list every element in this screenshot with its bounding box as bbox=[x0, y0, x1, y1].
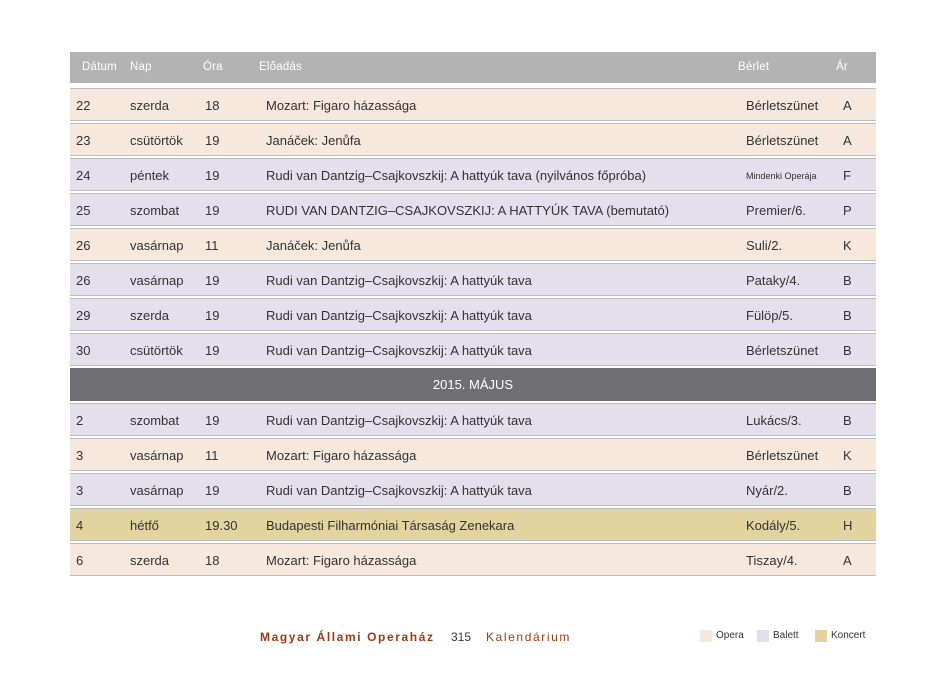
cell-date: 26 bbox=[76, 238, 91, 253]
cell-title: Janáček: Jenůfa bbox=[266, 238, 361, 253]
table-row bbox=[70, 438, 876, 471]
legend-koncert-label: Koncert bbox=[831, 630, 866, 641]
cell-time: 18 bbox=[205, 98, 220, 113]
cell-title: Mozart: Figaro házassága bbox=[266, 98, 417, 113]
cell-berlet: Premier/6. bbox=[746, 203, 806, 218]
cell-berlet: Suli/2. bbox=[746, 238, 783, 253]
cell-price: A bbox=[843, 553, 852, 568]
cell-time: 19 bbox=[205, 413, 220, 428]
cell-price: B bbox=[843, 343, 852, 358]
legend-balett-label: Balett bbox=[773, 630, 799, 641]
cell-berlet: Bérletszünet bbox=[746, 98, 819, 113]
table-row bbox=[70, 123, 876, 156]
table-row bbox=[70, 543, 876, 576]
cell-date: 6 bbox=[76, 553, 84, 568]
cell-berlet: Bérletszünet bbox=[746, 133, 819, 148]
cell-date: 24 bbox=[76, 168, 91, 183]
cell-time: 19 bbox=[205, 133, 220, 148]
cell-title: Rudi van Dantzig–Csajkovszkij: A hattyúk tava (nyilvános főpróba) bbox=[266, 168, 647, 183]
cell-day: vasárnap bbox=[130, 483, 184, 498]
cell-day: vasárnap bbox=[130, 238, 184, 253]
cell-date: 30 bbox=[76, 343, 91, 358]
cell-date: 23 bbox=[76, 133, 91, 148]
footer-section: Kalendárium bbox=[486, 630, 571, 644]
cell-price: B bbox=[843, 413, 852, 428]
cell-berlet: Tiszay/4. bbox=[746, 553, 798, 568]
cell-title: Rudi van Dantzig–Csajkovszkij: A hattyúk tava bbox=[266, 343, 532, 358]
table-header bbox=[70, 52, 876, 88]
cell-berlet: Lukács/3. bbox=[746, 413, 802, 428]
legend-opera-label: Opera bbox=[716, 630, 744, 641]
cell-title: RUDI VAN DANTZIG–CSAJKOVSZKIJ: A HATTYÚK TAVA (bemutató) bbox=[266, 203, 670, 218]
cell-day: szombat bbox=[130, 413, 180, 428]
table-row bbox=[70, 193, 876, 226]
cell-title: Budapesti Filharmóniai Társaság Zenekara bbox=[266, 518, 515, 533]
cell-day: csütörtök bbox=[130, 343, 183, 358]
legend-balett-swatch bbox=[757, 630, 769, 642]
cell-title: Rudi van Dantzig–Csajkovszkij: A hattyúk tava bbox=[266, 483, 532, 498]
cell-time: 19 bbox=[205, 343, 220, 358]
cell-price: A bbox=[843, 133, 852, 148]
table-row bbox=[70, 473, 876, 506]
cell-time: 11 bbox=[205, 238, 219, 253]
month-divider: 2015. MÁJUS bbox=[70, 368, 876, 401]
cell-date: 4 bbox=[76, 518, 84, 533]
schedule-table bbox=[70, 52, 876, 578]
table-row bbox=[70, 88, 876, 121]
cell-price: K bbox=[843, 448, 852, 463]
table-row bbox=[70, 228, 876, 261]
cell-day: szerda bbox=[130, 308, 170, 323]
cell-day: péntek bbox=[130, 168, 170, 183]
cell-price: P bbox=[843, 203, 852, 218]
header-date: Dátum bbox=[82, 61, 117, 73]
cell-time: 19 bbox=[205, 483, 220, 498]
cell-title: Rudi van Dantzig–Csajkovszkij: A hattyúk tava bbox=[266, 308, 532, 323]
cell-berlet: Mindenki Operája bbox=[746, 171, 817, 181]
cell-day: szombat bbox=[130, 203, 180, 218]
cell-date: 29 bbox=[76, 308, 91, 323]
legend-opera-swatch bbox=[700, 630, 712, 642]
cell-berlet: Bérletszünet bbox=[746, 448, 819, 463]
cell-date: 22 bbox=[76, 98, 91, 113]
cell-time: 18 bbox=[205, 553, 220, 568]
cell-title: Rudi van Dantzig–Csajkovszkij: A hattyúk tava bbox=[266, 273, 532, 288]
cell-berlet: Fülöp/5. bbox=[746, 308, 793, 323]
cell-date: 3 bbox=[76, 483, 84, 498]
cell-time: 19.30 bbox=[205, 518, 238, 533]
cell-price: F bbox=[843, 168, 851, 183]
cell-time: 19 bbox=[205, 203, 220, 218]
header-day: Nap bbox=[130, 61, 152, 73]
cell-price: B bbox=[843, 273, 852, 288]
table-row bbox=[70, 263, 876, 296]
cell-title: Mozart: Figaro házassága bbox=[266, 448, 417, 463]
cell-price: A bbox=[843, 98, 852, 113]
header-time: Óra bbox=[203, 61, 223, 73]
cell-berlet: Bérletszünet bbox=[746, 343, 819, 358]
cell-day: szerda bbox=[130, 98, 170, 113]
cell-time: 19 bbox=[205, 273, 220, 288]
cell-day: hétfő bbox=[130, 518, 159, 533]
table-row bbox=[70, 403, 876, 436]
cell-time: 19 bbox=[205, 308, 220, 323]
legend-koncert-swatch bbox=[815, 630, 827, 642]
cell-time: 19 bbox=[205, 168, 220, 183]
cell-date: 25 bbox=[76, 203, 91, 218]
cell-price: H bbox=[843, 518, 853, 533]
table-row bbox=[70, 298, 876, 331]
cell-title: Mozart: Figaro házassága bbox=[266, 553, 417, 568]
cell-price: B bbox=[843, 483, 852, 498]
cell-title: Rudi van Dantzig–Csajkovszkij: A hattyúk tava bbox=[266, 413, 532, 428]
cell-title: Janáček: Jenůfa bbox=[266, 133, 361, 148]
cell-price: B bbox=[843, 308, 852, 323]
cell-berlet: Kodály/5. bbox=[746, 518, 801, 533]
footer-page-number: 315 bbox=[451, 630, 472, 644]
header-title: Előadás bbox=[259, 61, 302, 73]
footer bbox=[0, 628, 945, 648]
cell-day: vasárnap bbox=[130, 273, 184, 288]
cell-date: 26 bbox=[76, 273, 91, 288]
cell-day: csütörtök bbox=[130, 133, 183, 148]
cell-date: 3 bbox=[76, 448, 84, 463]
cell-price: K bbox=[843, 238, 852, 253]
footer-brand: Magyar Állami Operaház bbox=[260, 630, 435, 644]
cell-berlet: Pataky/4. bbox=[746, 273, 801, 288]
cell-time: 11 bbox=[205, 448, 219, 463]
cell-berlet: Nyár/2. bbox=[746, 483, 788, 498]
table-row bbox=[70, 158, 876, 191]
cell-day: vasárnap bbox=[130, 448, 184, 463]
table-row bbox=[70, 508, 876, 541]
cell-day: szerda bbox=[130, 553, 170, 568]
header-price: Ár bbox=[836, 61, 848, 73]
header-berlet: Bérlet bbox=[738, 61, 770, 73]
cell-date: 2 bbox=[76, 413, 84, 428]
table-row bbox=[70, 333, 876, 366]
